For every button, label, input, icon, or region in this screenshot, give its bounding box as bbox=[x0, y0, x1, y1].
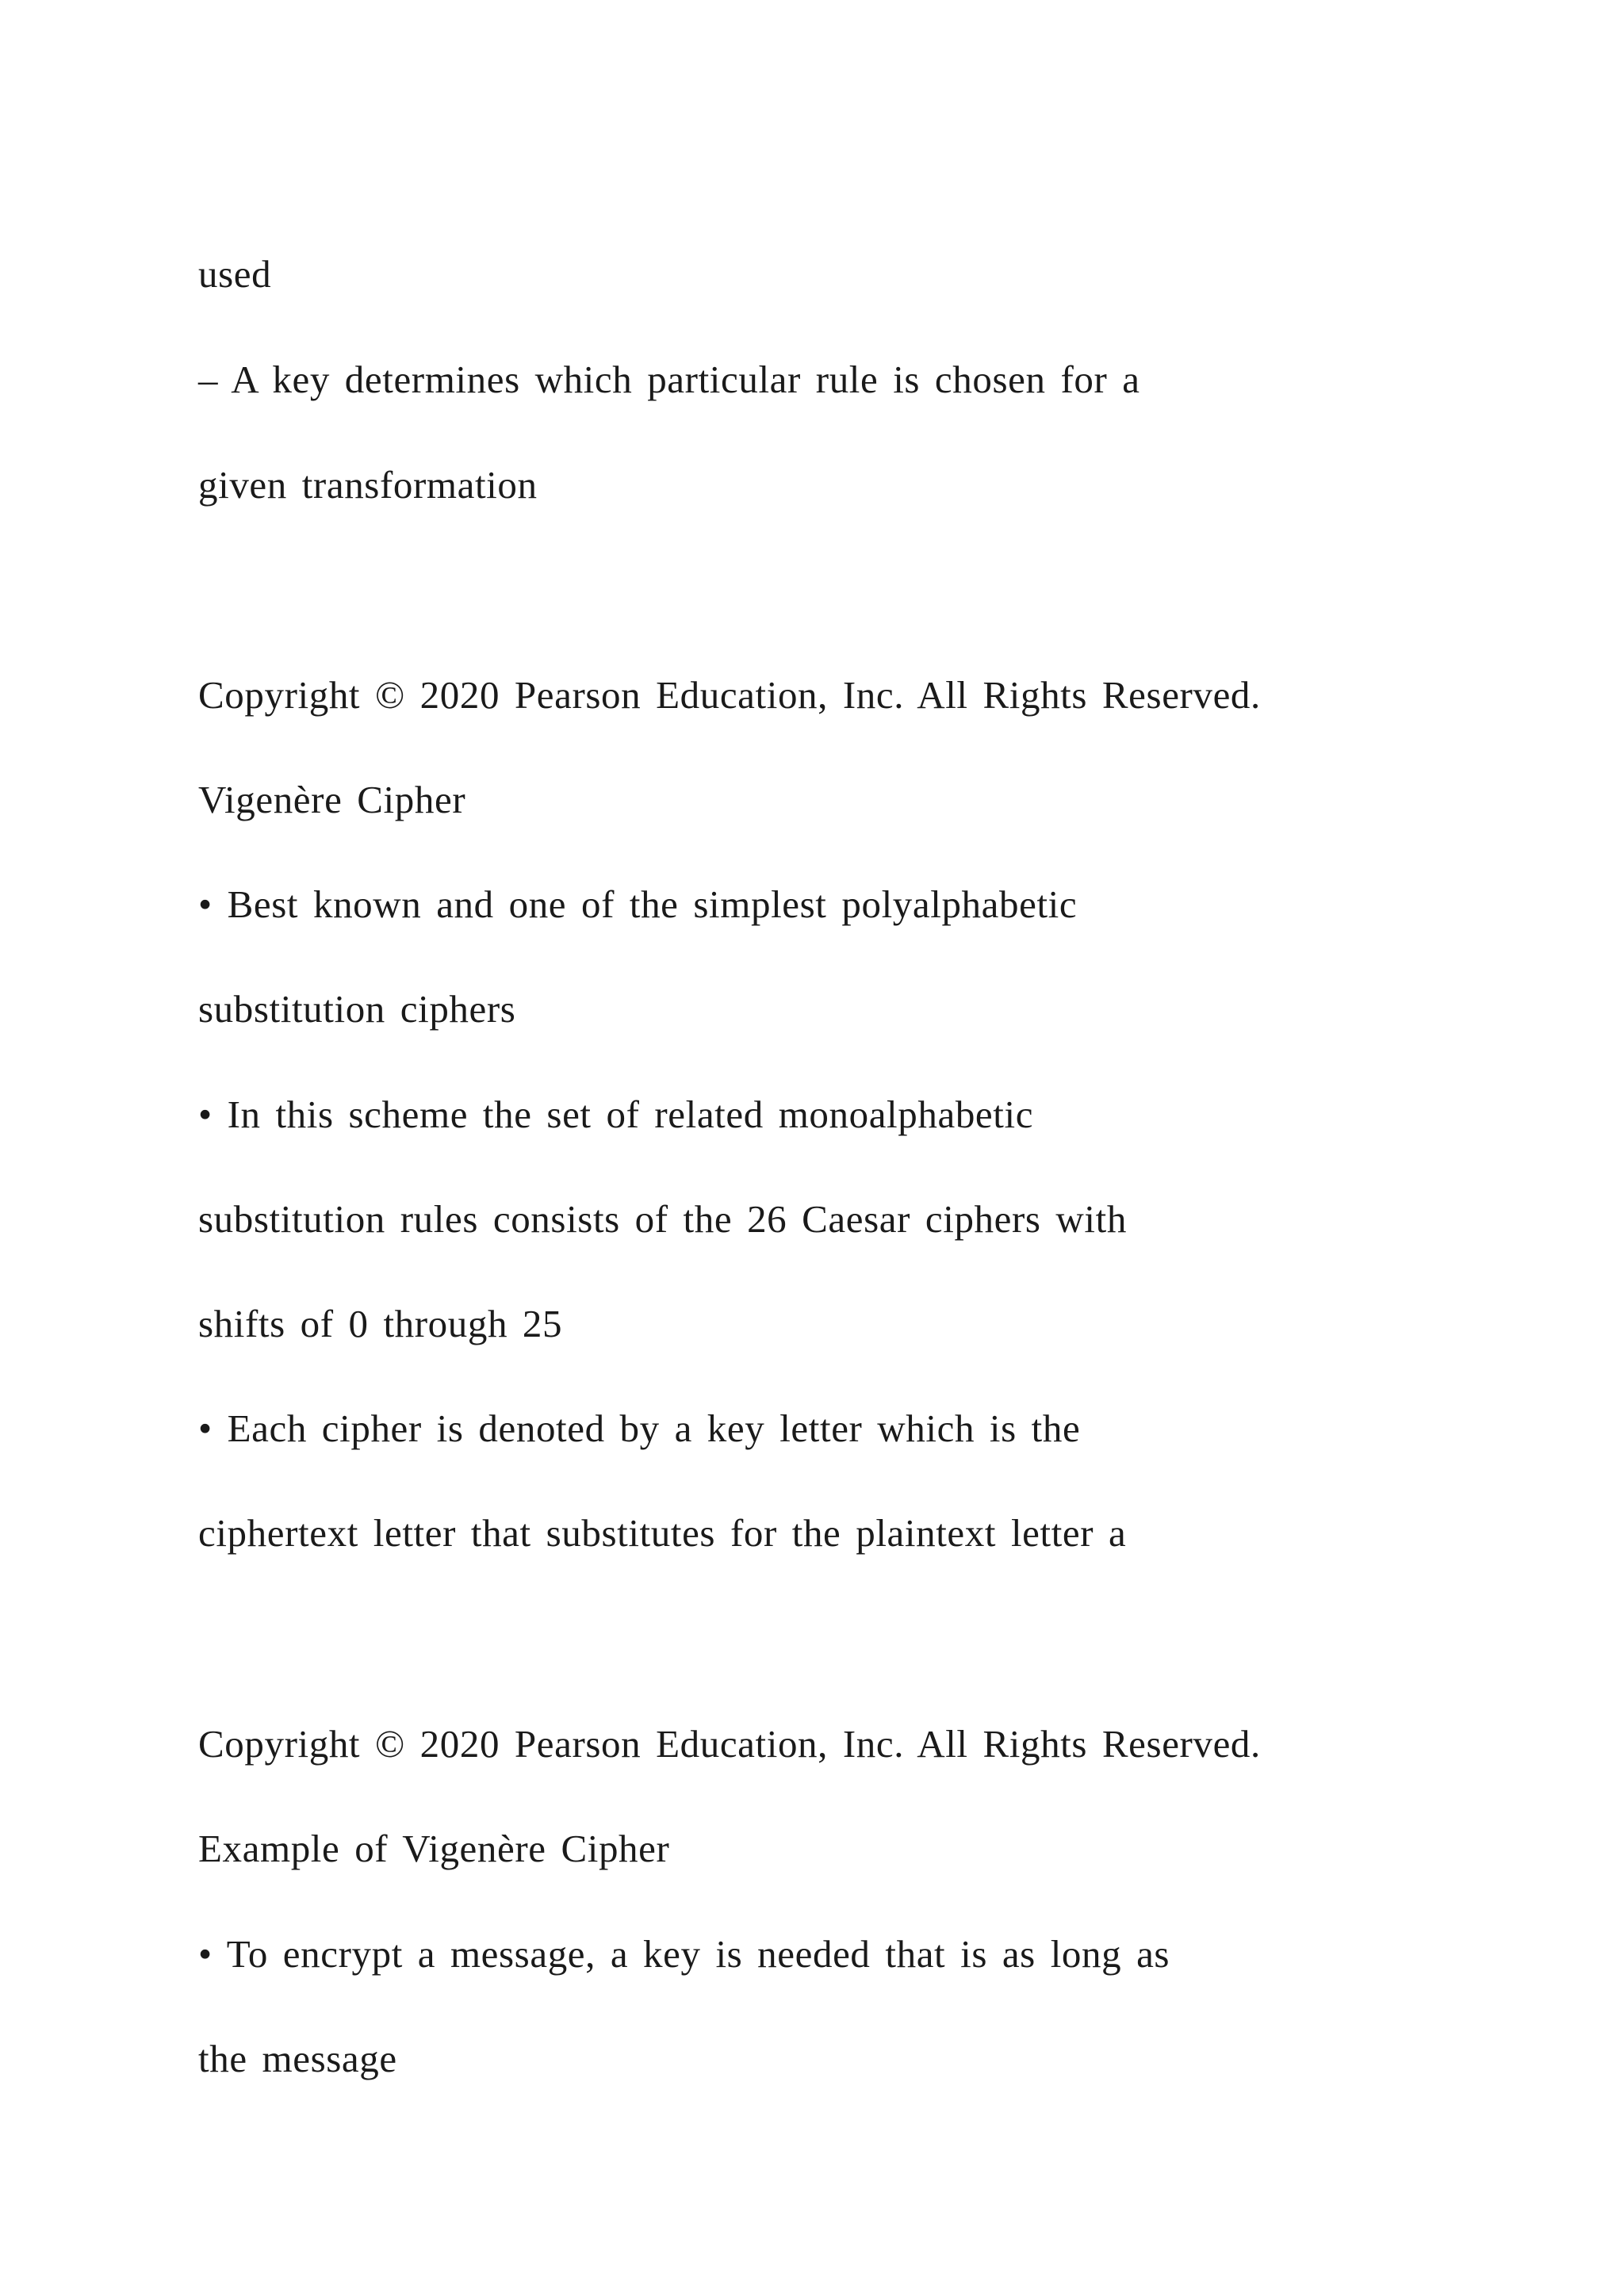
text-line-the-message: the message bbox=[198, 2037, 397, 2080]
bullet-line-in-this-scheme: • In this scheme the set of related monoalphabetic bbox=[198, 1093, 1034, 1136]
text-line-shifts: shifts of 0 through 25 bbox=[198, 1302, 563, 1345]
slide-title-example-vigenere: Example of Vigenère Cipher bbox=[198, 1827, 670, 1870]
text-line-key-determines: – A key determines which particular rule is chosen for a bbox=[198, 358, 1140, 401]
text-line-ciphertext-letter: ciphertext letter that substitutes for the plaintext letter a bbox=[198, 1511, 1127, 1555]
bullet-line-each-cipher: • Each cipher is denoted by a key letter which is the bbox=[198, 1406, 1081, 1450]
bullet-line-to-encrypt: • To encrypt a message, a key is needed that is as long as bbox=[198, 1932, 1170, 1976]
copyright-line: Copyright © 2020 Pearson Education, Inc. All Rights Reserved. bbox=[198, 1722, 1261, 1766]
text-line-given-transformation: given transformation bbox=[198, 463, 538, 507]
slide-title-vigenere-cipher: Vigenère Cipher bbox=[198, 778, 466, 821]
copyright-line: Copyright © 2020 Pearson Education, Inc. All Rights Reserved. bbox=[198, 673, 1261, 717]
bullet-line-best-known: • Best known and one of the simplest polyalphabetic bbox=[198, 882, 1078, 926]
text-line-substitution-rules: substitution rules consists of the 26 Caesar ciphers with bbox=[198, 1197, 1127, 1241]
text-line-substitution-ciphers: substitution ciphers bbox=[198, 987, 516, 1031]
text-line-used: used bbox=[198, 252, 272, 296]
